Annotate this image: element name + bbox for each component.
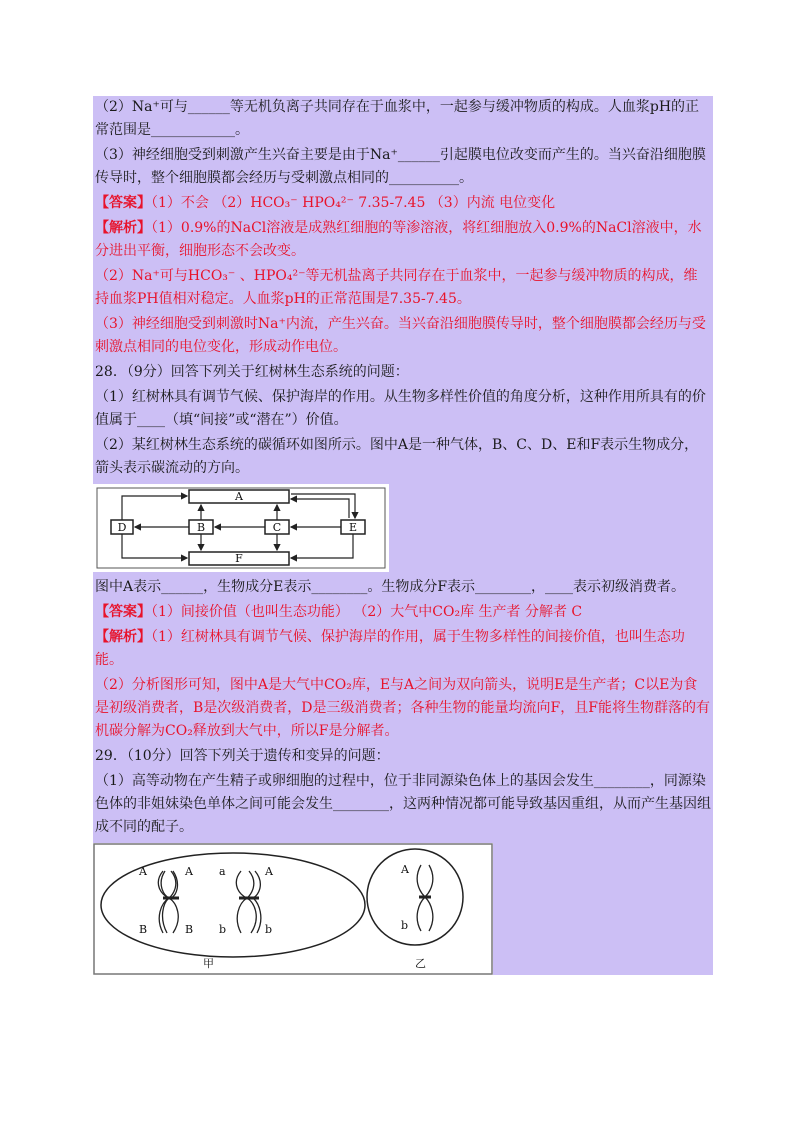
node-f-label: F: [235, 552, 243, 565]
q27-analysis-3: （3）神经细胞受到刺激时Na⁺内流，产生兴奋。当兴奋沿细胞膜传导时，整个细胞膜都会经历与受刺激点相同的电位变化，形成动作电位。: [95, 316, 706, 355]
q29-part1: （1）高等动物在产生精子或卵细胞的过程中，位于非同源染色体上的基因会发生________，同源染色体的非姐妹染色单体之间可能会发生________，这两种情况都可能导致基因重组，从而产生基因组成不同的配子。: [95, 773, 711, 835]
answer-tag: 【答案】: [95, 195, 151, 211]
q28-answer: [93, 601, 713, 624]
answer-tag: 【答案】: [95, 604, 151, 620]
q28-title: 28．（9分）回答下列关于红树林生态系统的问题：: [95, 364, 409, 380]
analysis-tag: 【解析】: [95, 220, 151, 236]
allele-b1: B: [139, 923, 148, 936]
q27-part3: （3）神经细胞受到刺激产生兴奋主要是由于Na⁺______引起膜电位改变而产生的。当兴奋沿细胞膜传导时，整个细胞膜都会经历与受刺激点相同的__________。: [95, 147, 706, 186]
q27-analysis-2: （2）Na⁺可与HCO₃⁻ 、HPO₄²⁻等无机盐离子共同存在于血浆中，一起参与缓冲物质的构成，维持血浆PH值相对稳定。人血浆pH的正常范围是7.35-7.45。: [95, 268, 698, 307]
chromosome-svg: [93, 843, 493, 975]
page-content: [93, 96, 713, 975]
analysis-tag: 【解析】: [95, 629, 151, 645]
carbon-cycle-svg: [93, 484, 389, 572]
answer-text: （1）间接价值（也叫生态功能） （2）大气中CO₂库 生产者 分解者 C: [151, 604, 583, 620]
node-a-label: A: [235, 490, 243, 503]
q27-analysis-1: [93, 217, 713, 263]
analysis-text: （1）0.9%的NaCl溶液是成熟红细胞的等渗溶液，将红细胞放入0.9%的NaCl溶液中，水分进出平衡，细胞形态不会改变。: [95, 220, 702, 259]
allele-b3: b: [219, 923, 227, 936]
carbon-cycle-diagram: [93, 484, 389, 572]
node-e-label: E: [348, 521, 358, 534]
allele-b4: b: [265, 923, 273, 936]
q29-title: 29．（10分）回答下列关于遗传和变异的问题：: [95, 748, 390, 764]
allele-a2: A: [185, 865, 193, 878]
q27-part2: （2）Na⁺可与______等无机负离子共同存在于血浆中，一起参与缓冲物质的构成。人血浆pH的正常范围是____________。: [95, 99, 700, 138]
q28-analysis-1: [93, 626, 713, 672]
allele-a1: A: [139, 865, 147, 878]
allele-a4: A: [265, 865, 273, 878]
node-d-label: D: [117, 521, 127, 534]
node-c-label: C: [272, 521, 282, 534]
allele-a3: a: [219, 865, 226, 878]
q28-part3: 图中A表示______，生物成分E表示________。生物成分F表示________，____表示初级消费者。: [95, 579, 686, 595]
allele-b2: B: [185, 923, 194, 936]
answer-text: （1）不会 （2）HCO₃⁻ HPO₄²⁻ 7.35-7.45 （3）内流 电位变化: [151, 195, 556, 211]
analysis-text: （1）红树林具有调节气候、保护海岸的作用，属于生物多样性的间接价值，也叫生态功能。: [95, 629, 685, 668]
q28-analysis-2: （2）分析图形可知，图中A是大气中CO₂库，E与A之间为双向箭头，说明E是生产者；C以E为食是初级消费者，B是次级消费者，D是三级消费者；各种生物的能量均流向F，且F能将生物群落的有机碳分解为CO₂释放到大气中，所以F是分解者。: [95, 677, 710, 739]
q28-part1: （1）红树林具有调节气候、保护海岸的作用。从生物多样性价值的角度分析，这种作用所具有的价值属于____（填“间接”或“潜在”）价值。: [95, 389, 706, 428]
allele-yi-b: b: [401, 919, 409, 932]
chromosome-figure: [93, 843, 493, 975]
label-jia: 甲: [203, 957, 214, 970]
q28-part2: （2）某红树林生态系统的碳循环如图所示。图中A是一种气体，B、C、D、E和F表示生物成分，箭头表示碳流动的方向。: [95, 437, 699, 476]
node-b-label: B: [196, 521, 206, 534]
q27-answer: [93, 192, 713, 215]
label-yi: 乙: [415, 957, 426, 970]
allele-yi-a: A: [401, 863, 409, 876]
